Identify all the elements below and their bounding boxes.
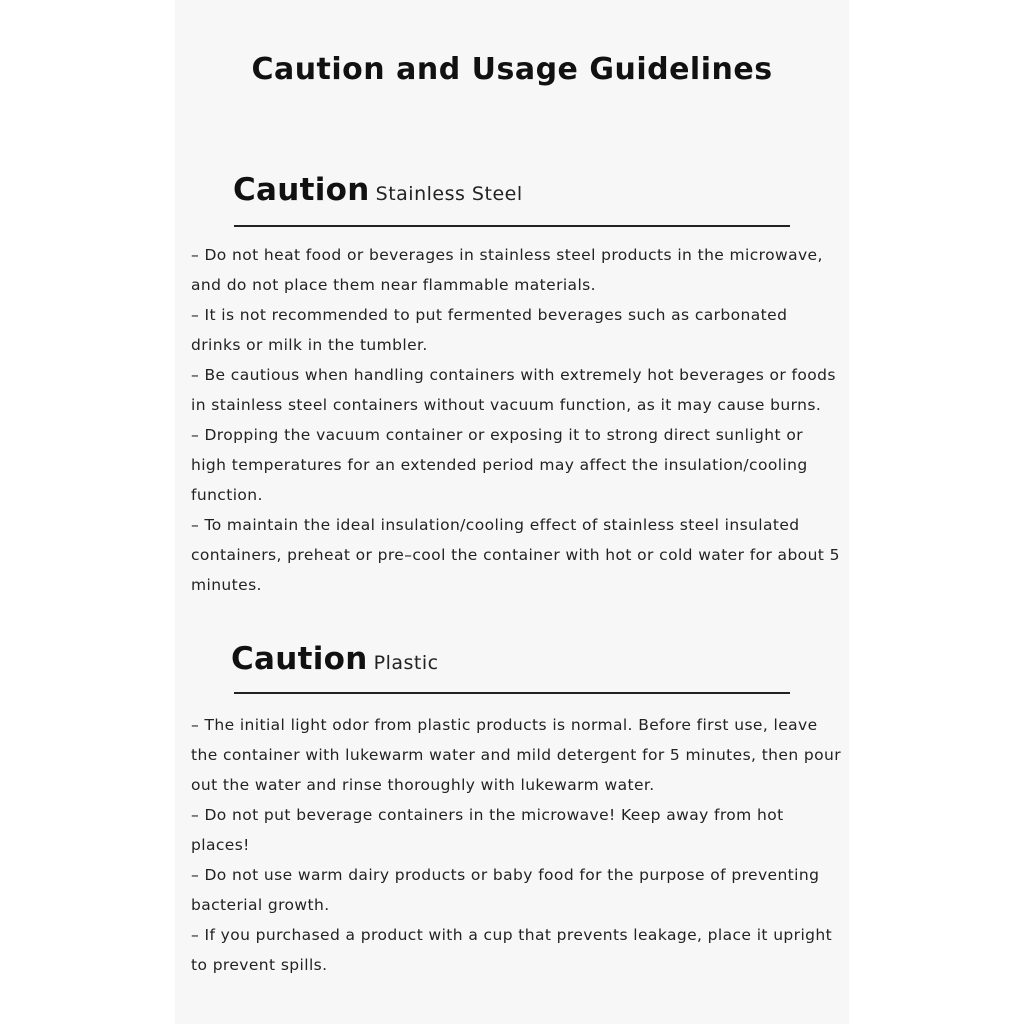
section-heading-stainless-steel	[233, 172, 793, 216]
list-item: – To maintain the ideal insulation/cooling effect of stainless steel insulated containers, preheat or pre–cool the container with hot or cold water for about 5 minutes.	[191, 516, 840, 594]
list-item: – Do not heat food or beverages in stainless steel products in the microwave, and do not place them near flammable materials.	[191, 246, 823, 294]
stainless-steel-caution-list	[191, 240, 841, 600]
list-item: – Do not put beverage containers in the microwave! Keep away from hot places!	[191, 806, 784, 854]
section-divider	[234, 225, 790, 227]
document-panel	[175, 0, 849, 1024]
section-heading-label: Caution	[231, 641, 368, 677]
section-heading-plastic	[231, 641, 791, 685]
page-title: Caution and Usage Guidelines	[251, 52, 773, 87]
section-subheading-label: Stainless Steel	[375, 183, 523, 205]
list-item: – It is not recommended to put fermented beverages such as carbonated drinks or milk in the tumbler.	[191, 306, 788, 354]
section-divider	[234, 692, 790, 694]
list-item: – Be cautious when handling containers with extremely hot beverages or foods in stainless steel containers without vacuum function, as it may cause burns.	[191, 366, 836, 414]
list-item: – If you purchased a product with a cup that prevents leakage, place it upright to prevent spills.	[191, 926, 833, 974]
list-item: – Dropping the vacuum container or exposing it to strong direct sunlight or high temperatures for an extended period may affect the insulation/cooling function.	[191, 426, 808, 504]
list-item: – The initial light odor from plastic products is normal. Before first use, leave the container with lukewarm water and mild detergent for 5 minutes, then pour out the water and rinse thoroughly with lukewarm water.	[191, 716, 842, 794]
plastic-caution-list	[191, 710, 841, 980]
list-item: – Do not use warm dairy products or baby food for the purpose of preventing bacterial growth.	[191, 866, 820, 914]
section-heading-label: Caution	[233, 172, 370, 208]
section-subheading-label: Plastic	[373, 652, 439, 674]
